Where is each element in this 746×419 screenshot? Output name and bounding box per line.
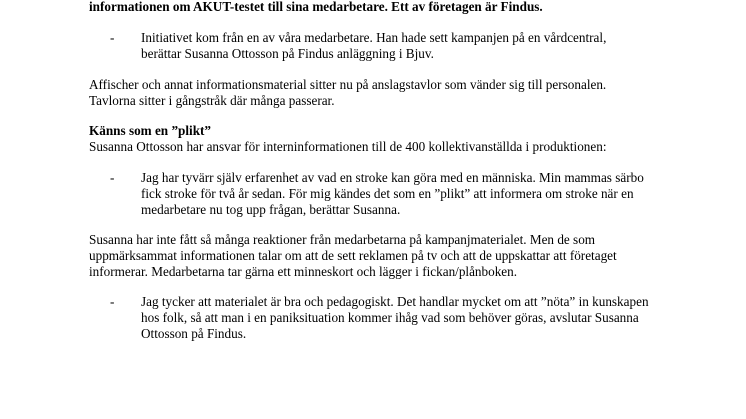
quote-3 [110, 294, 649, 342]
quote-2-text: Jag har tyvärr själv erfarenhet av vad en stroke kan göra med en människa. Min mammas särbo fick stroke för två år sedan. För mig kändes det som en ”plikt” att informera om stroke när en medarbetare nu tog upp frågan, berättar Susanna. [141, 170, 644, 217]
quote-2 [110, 170, 649, 218]
document-page [89, 0, 649, 342]
quote-1-text: Initiativet kom från en av våra medarbetare. Han hade sett kampanjen på en vårdcentral, berättar Susanna Ottosson på Findus anläggning i Bjuv. [141, 30, 607, 61]
section-heading: Känns som en ”plikt” [89, 123, 212, 138]
dash-bullet: - [110, 170, 115, 185]
intro-paragraph: informationen om AKUT-testet till sina medarbetare. Ett av företagen är Findus. [89, 0, 543, 14]
paragraph-2: Susanna Ottosson har ansvar för interninformationen till de 400 kollektivanställda i produktionen: [89, 139, 607, 154]
paragraph-1: Affischer och annat informationsmaterial sitter nu på anslagstavlor som vänder sig till personalen. Tavlorna sitter i gångstråk där många passerar. [89, 77, 607, 108]
quote-3-text: Jag tycker att materialet är bra och pedagogiskt. Det handlar mycket om att ”nöta” in kunskapen hos folk, så att man i en paniksituation kommer ihåg vad som behöver göras, avslutar Susanna Ottosson på Findus. [141, 294, 649, 341]
quote-1 [110, 30, 649, 62]
paragraph-3: Susanna har inte fått så många reaktioner från medarbetarna på kampanjmaterialet. Men de som uppmärksammat informationen talar om att de sett reklamen på tv och att de uppskattar att företaget informerar. Medarbetarna tar gärna ett minneskort och lägger i fickan/plånboken. [89, 232, 617, 279]
dash-bullet: - [110, 294, 115, 309]
dash-bullet: - [110, 30, 115, 45]
